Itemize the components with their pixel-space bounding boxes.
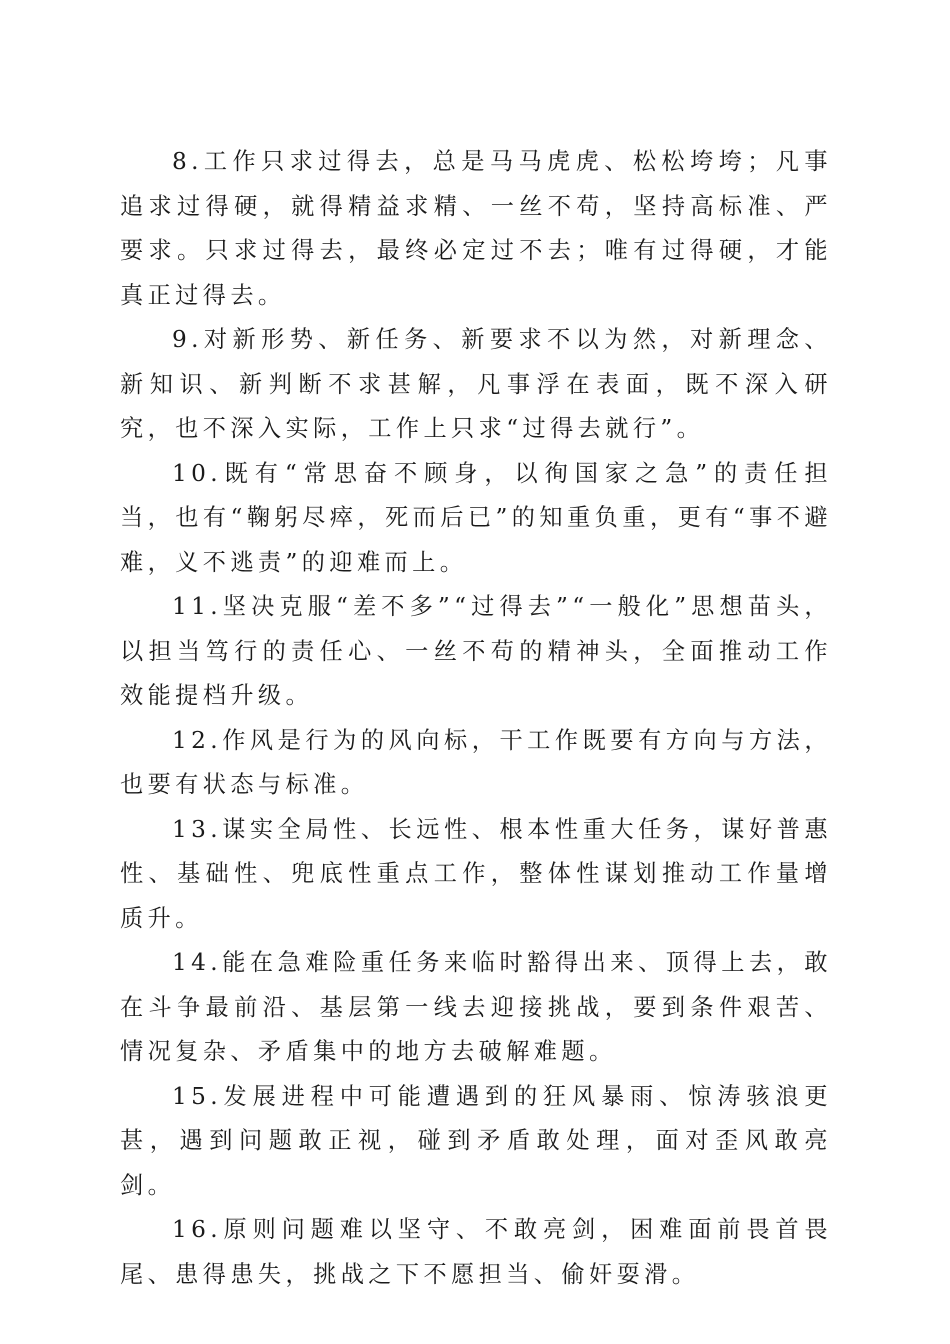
paragraph-16: 16.原则问题难以坚守、不敢亮剑，困难面前畏首畏尾、患得患失，挑战之下不愿担当、偷奸耍滑。 — [120, 1216, 832, 1288]
paragraph-8: 8.工作只求过得去，总是马马虎虎、松松垮垮；凡事追求过得硬，就得精益求精、一丝不苟，坚持高标准、严要求。只求过得去，最终必定过不去；唯有过得硬，才能真正过得去。 — [120, 148, 832, 309]
paragraph-11: 11.坚决克服“差不多”“过得去”“一般化”思想苗头，以担当笃行的责任心、一丝不苟的精神头，全面推动工作效能提档升级。 — [120, 593, 832, 709]
paragraph-10: 10.既有“常思奋不顾身，以徇国家之急”的责任担当，也有“鞠躬尽瘁，死而后已”的知重负重，更有“事不避难，义不逃责”的迎难而上。 — [120, 459, 832, 576]
paragraph-9: 9.对新形势、新任务、新要求不以为然，对新理念、新知识、新判断不求甚解，凡事浮在表面，既不深入研究，也不深入实际，工作上只求“过得去就行”。 — [120, 326, 832, 442]
paragraph-15: 15.发展进程中可能遭遇到的狂风暴雨、惊涛骇浪更甚，遇到问题敢正视，碰到矛盾敢处理，面对歪风敢亮剑。 — [120, 1082, 832, 1199]
paragraph-13: 13.谋实全局性、长远性、根本性重大任务，谋好普惠性、基础性、兜底性重点工作，整体性谋划推动工作量增质升。 — [120, 815, 832, 932]
paragraph-12: 12.作风是行为的风向标，干工作既要有方向与方法，也要有状态与标准。 — [120, 726, 832, 798]
document-body — [120, 140, 832, 1297]
paragraph-14: 14.能在急难险重任务来临时豁得出来、顶得上去，敢在斗争最前沿、基层第一线去迎接挑战，要到条件艰苦、情况复杂、矛盾集中的地方去破解难题。 — [120, 949, 832, 1065]
